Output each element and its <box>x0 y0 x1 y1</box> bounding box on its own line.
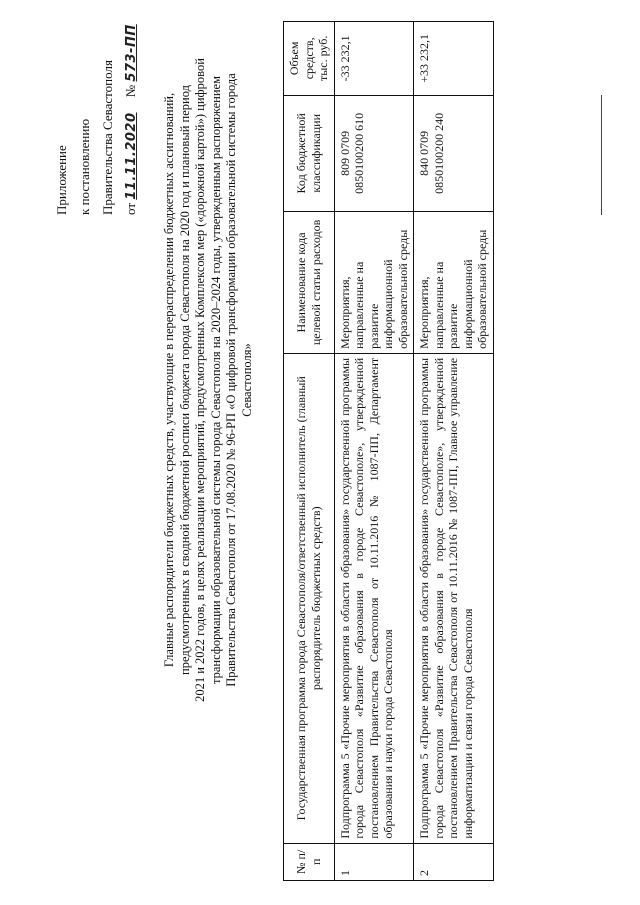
heading-line: трансформации образовательной системы города Севастополя на 2020–2024 годы, утвержденным распоряжением <box>208 75 223 685</box>
header-amount: Объем средств, тыс. руб. <box>284 22 335 96</box>
row-amount: +33 232,1 <box>414 22 494 96</box>
heading-line: 2021 и 2022 годов, в целях реализации мероприятий, предусмотренных Комплексом мер («дорожной картой») цифровой <box>193 58 207 702</box>
header-target-code-name: Наименование кода целевой статьи расходов <box>284 211 335 353</box>
approval-line-appendix: Приложение <box>54 145 69 215</box>
divider-line <box>601 95 602 215</box>
row-target: Мероприятия, направленные на развитие информационной образовательной среды <box>414 211 494 353</box>
heading-line: Севастополя» <box>239 343 254 417</box>
allocation-table <box>283 21 494 881</box>
row-program: Подпрограмма 5 «Прочие мероприятия в области образования» государственной программы города Севастополя «Развитие образования в городе Севастополе», утвержденной постановлением Правительства Севастополя от 10.11.2016 № 1087-ПП, Департамент образования и науки города Севастополя <box>334 353 414 843</box>
table-row <box>334 22 414 881</box>
approval-line-government: Правительства Севастополя <box>100 60 115 215</box>
row-number: 2 <box>414 843 494 880</box>
row-target: Мероприятия, направленные на развитие информационной образовательной среды <box>334 211 414 353</box>
row-number: 1 <box>334 843 414 880</box>
heading-line: предусмотренных в сводной бюджетной росписи бюджета города Севастополя на 2020 год и плановый период <box>177 85 192 675</box>
handwritten-date: 11.11.2020 <box>124 112 139 200</box>
handwritten-number: 573-ПП <box>124 24 139 82</box>
row-amount: -33 232,1 <box>334 22 414 96</box>
header-budget-code: Код бюджетной классификации <box>284 95 335 211</box>
document-heading <box>162 5 255 755</box>
header-number: № п/п <box>284 843 335 880</box>
table-row <box>414 22 494 881</box>
date-prefix: от <box>123 202 138 215</box>
budget-code-line: 840 0709 <box>417 130 431 176</box>
budget-code-line: 0850100200 240 <box>431 112 446 194</box>
approval-line-date <box>119 0 143 215</box>
number-label: № <box>123 84 138 98</box>
table-header-row <box>284 22 335 881</box>
approval-line-resolution: к постановлению <box>77 118 92 215</box>
heading-line: Правительства Севастополя от 17.08.2020 № 96-РП «О цифровой трансформации образовательной системы города <box>224 73 238 687</box>
heading-line: Главные распорядители бюджетных средств, участвующие в перераспределении бюджетных ассигнований, <box>162 92 176 668</box>
row-program: Подпрограмма 5 «Прочие мероприятия в области образования» государственной программы города Севастополя «Развитие образования в городе Севастополе», утвержденной постановлением Правительства Севастополя от 10.11.2016 № 1087-ПП, Главное управление информатизации и связи города Севастополя <box>414 353 494 843</box>
budget-code-line: 809 0709 <box>337 130 352 176</box>
header-program: Государственная программа города Севастополя/ответственный исполнитель (главный распорядитель бюджетных средств) <box>284 353 335 843</box>
row-budget-code <box>414 95 494 211</box>
approval-block <box>50 0 143 215</box>
budget-code-line: 0850100200 610 <box>352 112 366 194</box>
row-budget-code <box>334 95 414 211</box>
